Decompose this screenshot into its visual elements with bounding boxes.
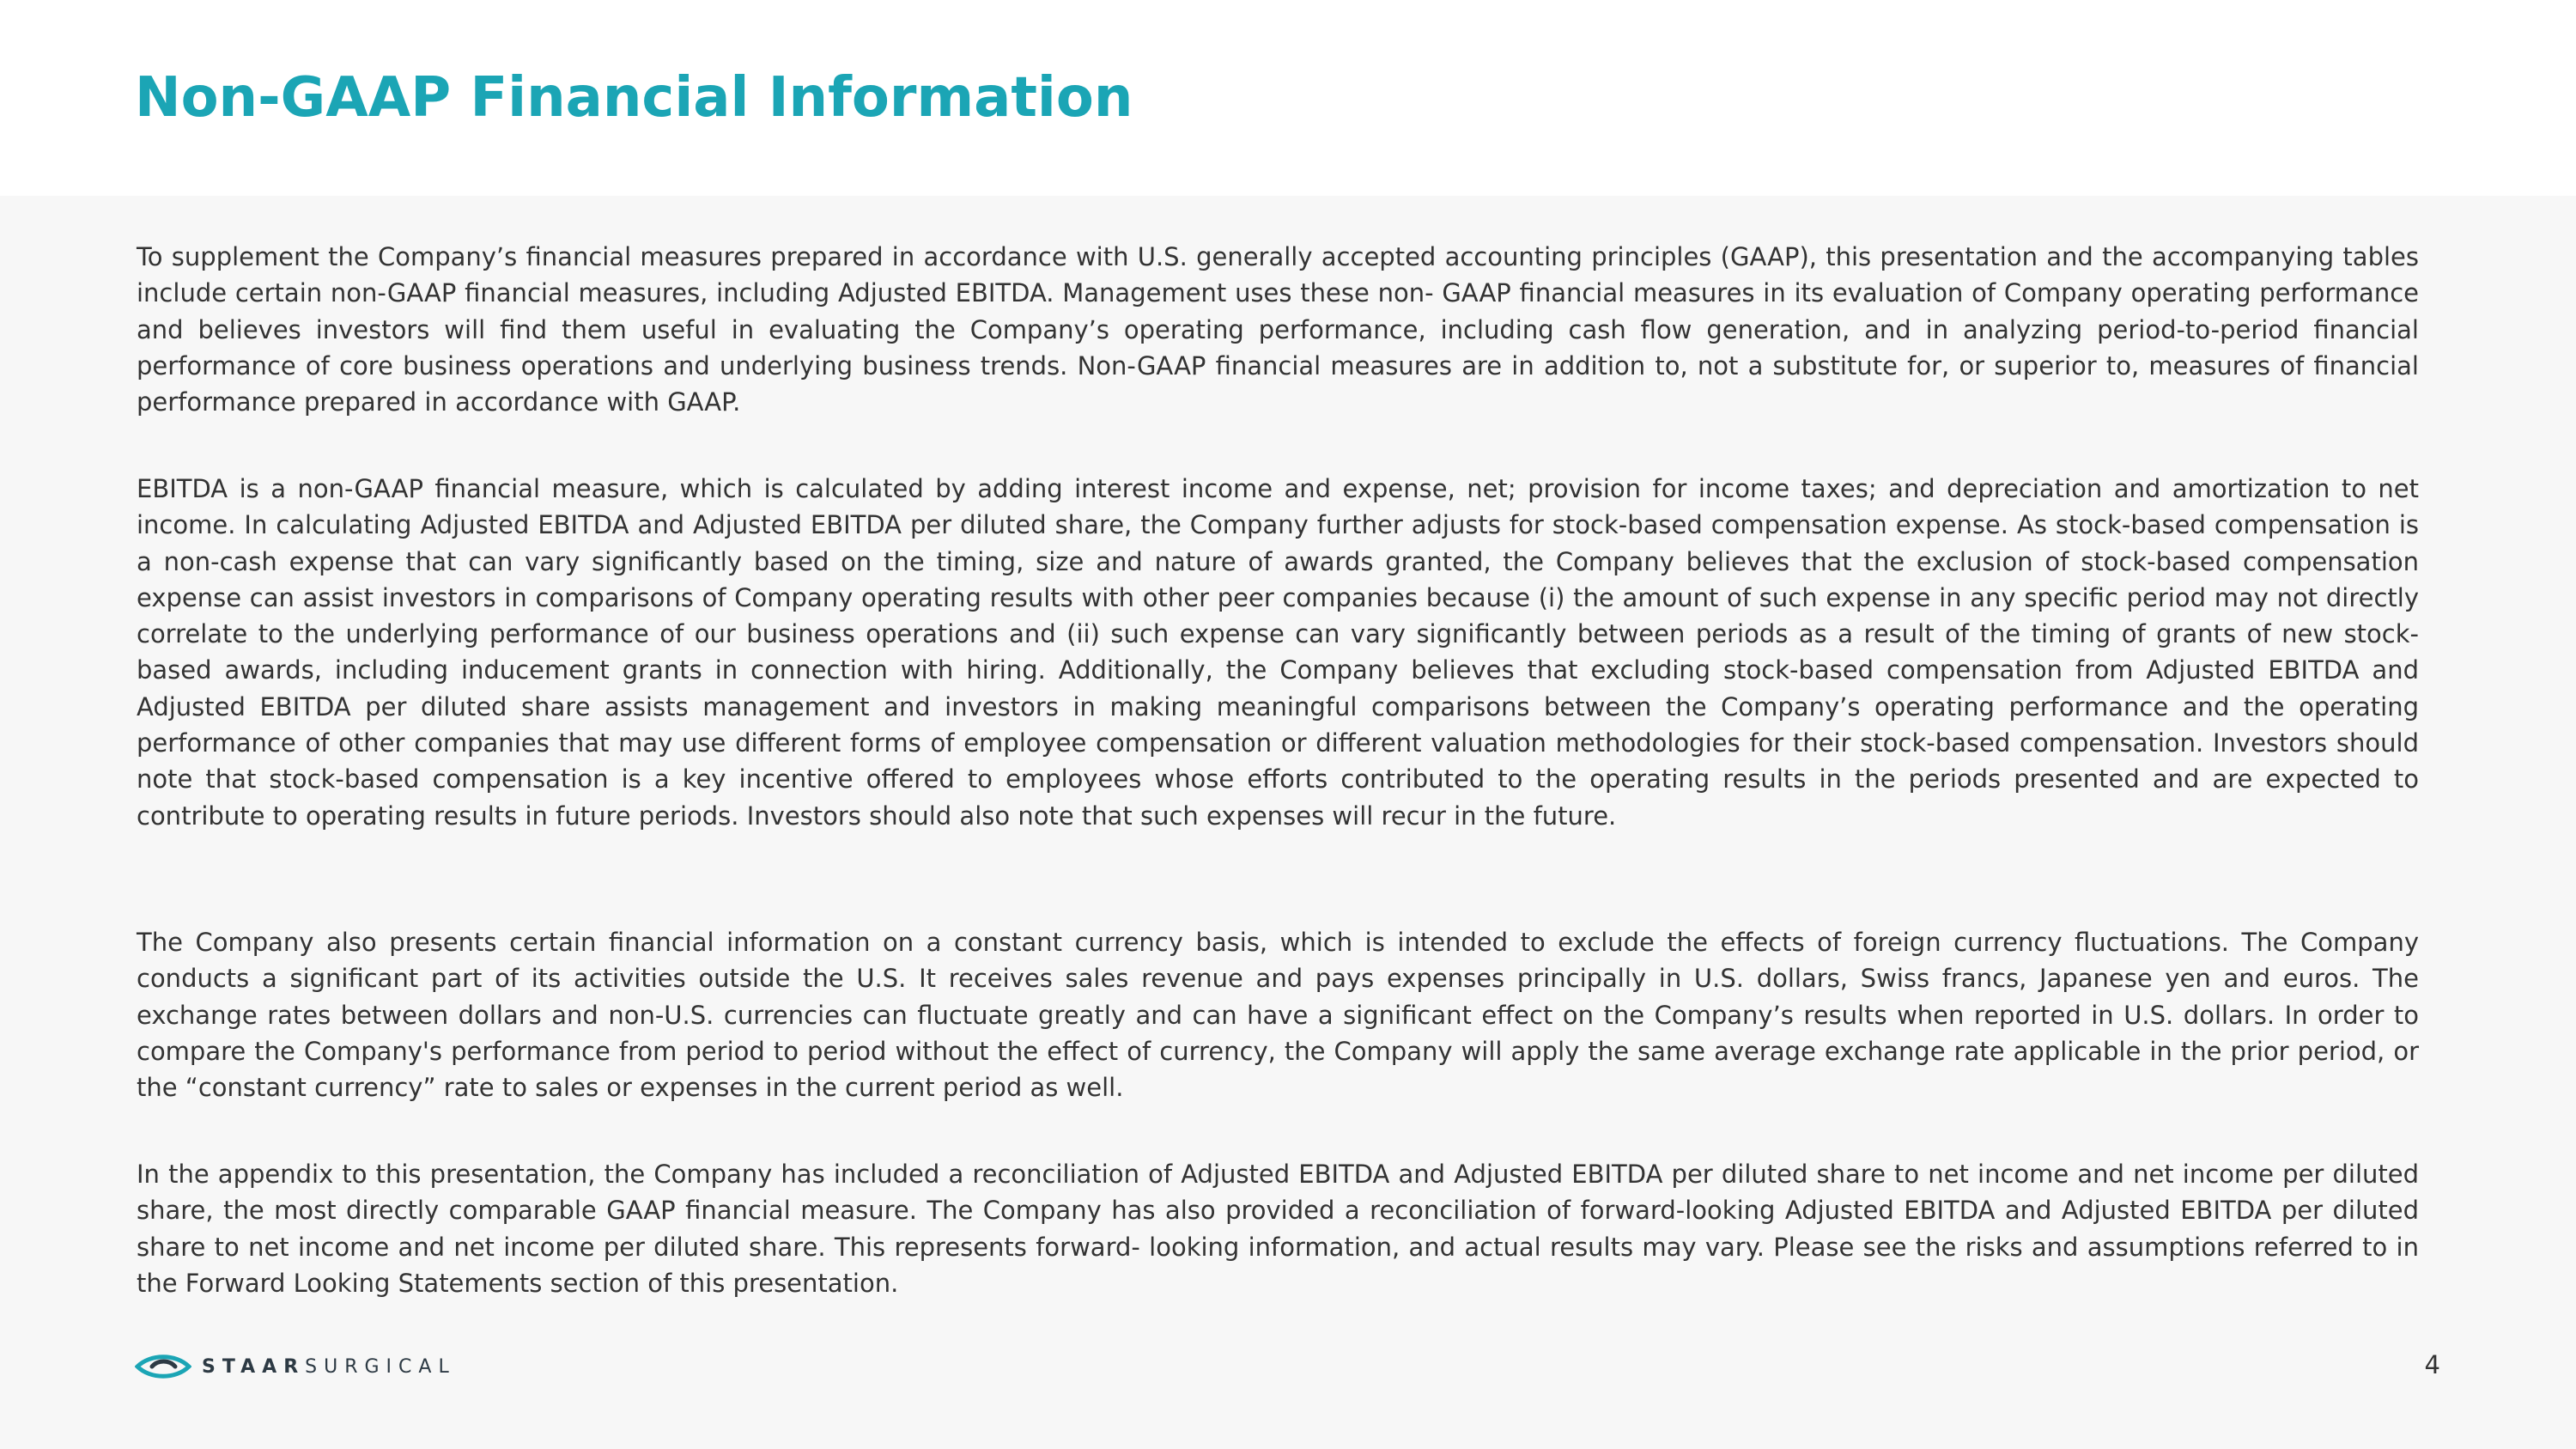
logo-wordmark	[202, 1356, 456, 1378]
logo-text-staar: STAAR	[202, 1355, 306, 1378]
paragraph-constant-currency: The Company also presents certain financial information on a constant currency basis, which is intended to exclude the effects of foreign currency fluctuations. The Company conducts a significant part of its activities outside the U.S. It receives sales revenue and pays expenses principally in U.S. dollars, Swiss francs, Japanese yen and euros. The exchange rates between dollars and non-U.S. currencies can fluctuate greatly and can have a significant effect on the Company’s results when reported in U.S. dollars. In order to compare the Company's performance from period to period without the effect of currency, the Company will apply the same average exchange rate applicable in the prior period, or the “constant currency” rate to sales or expenses in the current period as well.	[137, 928, 2419, 1103]
slide-header	[0, 0, 2576, 196]
paragraph-non-gaap-intro: To supplement the Company’s financial measures prepared in accordance with U.S. generally accepted accounting principles (GAAP), this presentation and the accompanying tables include certain non-GAAP financial measures, including Adjusted EBITDA. Management uses these non- GAAP financial measures in its evaluation of Company operating performance and believes investors will find them useful in evaluating the Company’s operating performance, including cash flow generation, and in analyzing period-to-period financial performance of core business operations and underlying business trends. Non-GAAP financial measures are in addition to, not a substitute for, or superior to, measures of financial performance prepared in accordance with GAAP.	[137, 242, 2419, 417]
eye-icon	[135, 1352, 191, 1381]
logo-text-surgical: SURGICAL	[305, 1355, 456, 1378]
paragraph-appendix-reconciliation: In the appendix to this presentation, the Company has included a reconciliation of Adjusted EBITDA and Adjusted EBITDA per diluted share to net income and net income per diluted share, the most directly comparable GAAP financial measure. The Company has also provided a reconciliation of forward-looking Adjusted EBITDA and Adjusted EBITDA per diluted share to net income and net income per diluted share. This represents forward- looking information, and actual results may vary. Please see the risks and assumptions referred to in the Forward Looking Statements section of this presentation.	[137, 1160, 2419, 1298]
slide-content	[0, 196, 2576, 1449]
page-title: Non-GAAP Financial Information	[135, 66, 1133, 130]
page-number: 4	[2424, 1350, 2440, 1379]
paragraph-ebitda-definition: EBITDA is a non-GAAP financial measure, which is calculated by adding interest income and expense, net; provision for income taxes; and depreciation and amortization to net income. In calculating Adjusted EBITDA and Adjusted EBITDA per diluted share, the Company further adjusts for stock-based compensation expense. As stock-based compensation is a non-cash expense that can vary significantly based on the timing, size and nature of awards granted, the Company believes that the exclusion of stock-based compensation expense can assist investors in comparisons of Company operating results with other peer companies because (i) the amount of such expense in any specific period may not directly correlate to the underlying performance of our business operations and (ii) such expense can vary significantly between periods as a result of the timing of grants of new stock- based awards, including inducement grants in connection with hiring. Additionally, the Company believes that excluding stock-based compensation from Adjusted EBITDA and Adjusted EBITDA per diluted share assists management and investors in making meaningful comparisons between the Company’s operating performance and the operating performance of other companies that may use different forms of employee compensation or different valuation methodologies for their stock-based compensation. Investors should note that stock-based compensation is a key incentive offered to employees whose efforts contributed to the operating results in the periods presented and are expected to contribute to operating results in future periods. Investors should also note that such expenses will recur in the future.	[137, 474, 2419, 831]
staar-surgical-logo	[135, 1341, 456, 1392]
